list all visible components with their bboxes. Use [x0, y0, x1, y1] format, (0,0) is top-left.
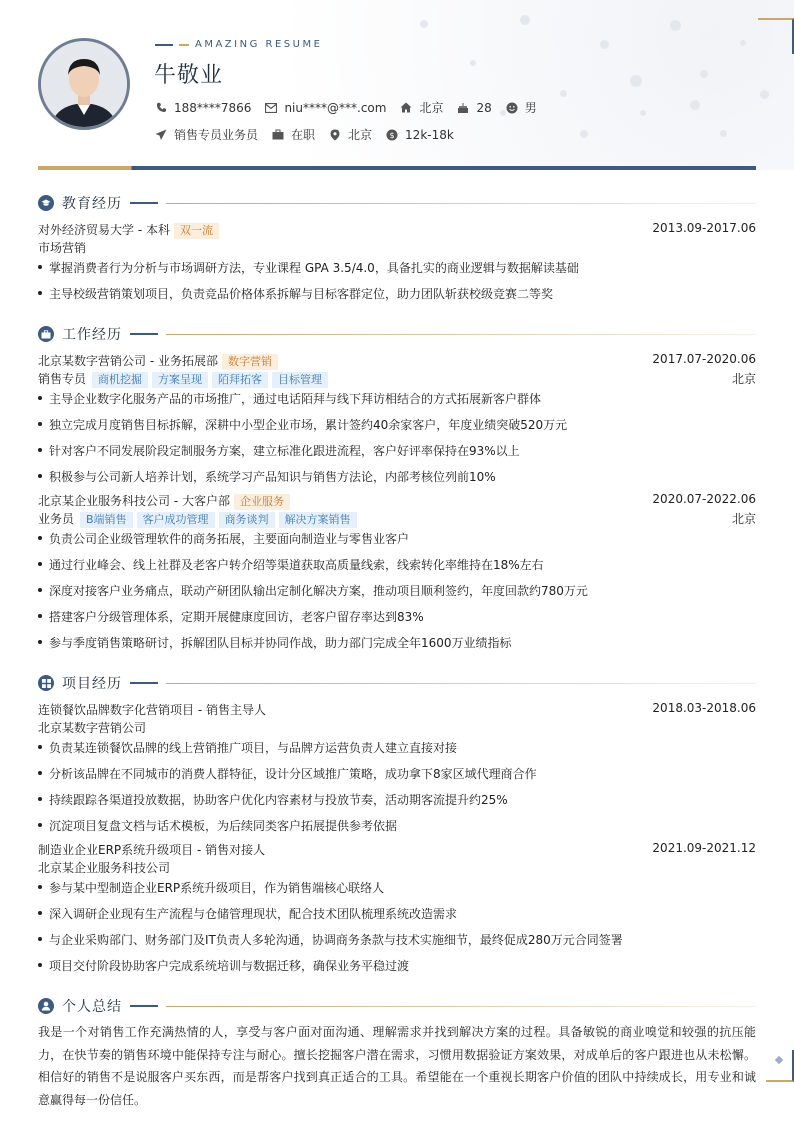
section-title-line — [166, 334, 756, 335]
job-date: 2020.07-2022.06 — [652, 492, 756, 506]
tagline-line — [179, 44, 189, 46]
smile-icon — [506, 102, 518, 114]
corner-decoration — [758, 18, 794, 54]
decor-dot — [640, 110, 646, 116]
job-status: 在职 — [272, 126, 315, 143]
section-projects — [38, 673, 756, 693]
list-item: 主导校级营销策划项目，负责竞品价格体系拆解与目标客群定位，助力团队斩获校级竞赛二等奖 — [38, 285, 756, 302]
job-role-row — [38, 370, 756, 388]
skill-tag: 商机挖掘 — [92, 372, 148, 388]
list-item: 分析该品牌在不同城市的消费人群特征，设计分区域推广策略，成功拿下8家区域代理商合作 — [38, 765, 756, 782]
job-date: 2017.07-2020.06 — [652, 352, 756, 366]
job-entry-header — [38, 352, 756, 370]
decor-dot — [740, 40, 746, 46]
list-item: 独立完成月度销售目标拆解，深耕中小型企业市场，累计签约40余家客户，年度业绩突破520万元 — [38, 416, 756, 433]
section-education — [38, 193, 756, 213]
salary-icon — [386, 129, 398, 141]
project-name: 连锁餐饮品牌数字化营销项目 - 销售主导人 — [38, 703, 266, 717]
list-item: 针对客户不同发展阶段定制服务方案，建立标准化跟进流程，客户好评率保持在93%以上 — [38, 442, 756, 459]
graduation-cap-icon — [38, 195, 54, 211]
skill-tag: 陌拜拓客 — [212, 372, 268, 388]
list-item: 参与某中型制造企业ERP系统升级项目，作为销售端核心联络人 — [38, 879, 756, 896]
section-title-text: 项目经历 — [62, 676, 122, 692]
section-title-bar — [130, 682, 158, 684]
industry-tag: 企业服务 — [234, 494, 290, 510]
header-divider — [38, 166, 756, 170]
contact-gender: 男 — [506, 99, 537, 116]
skill-tag: B端销售 — [80, 512, 133, 528]
tagline-line — [155, 44, 173, 46]
education-date: 2013.09-2017.06 — [652, 221, 756, 235]
skill-tag: 目标管理 — [272, 372, 328, 388]
grid-icon — [38, 675, 54, 691]
list-item: 掌握消费者行为分析与市场调研方法，专业课程 GPA 3.5/4.0，具备扎实的商业逻辑与数据解读基础 — [38, 259, 756, 276]
tagline — [155, 39, 322, 50]
location-pin-icon — [329, 129, 341, 141]
home-icon — [400, 102, 412, 114]
section-title-line — [166, 683, 756, 684]
send-icon — [155, 129, 167, 141]
education-entry-header — [38, 221, 756, 239]
cake-icon — [457, 102, 469, 114]
decor-dot — [580, 130, 588, 138]
list-item: 积极参与公司新人培养计划，系统学习产品知识与销售方法论，内部考核位列前10% — [38, 468, 756, 485]
job-location: 北京 — [731, 372, 756, 386]
job-entry-header — [38, 492, 756, 510]
list-item: 项目交付阶段协助客户完成系统培训与数据迁移，确保业务平稳过渡 — [38, 957, 756, 974]
job-position: 销售专员业务员 — [155, 126, 258, 143]
job-salary: $ 12k-18k — [386, 128, 454, 142]
skill-tag: 解决方案销售 — [279, 512, 357, 528]
decor-dot — [700, 70, 708, 78]
summary-text: 我是一个对销售工作充满热情的人，享受与客户面对面沟通、理解需求并找到解决方案的过程。具备敏锐的商业嗅觉和较强的抗压能力，在快节奏的销售环境中能保持专注与耐心。擅长挖掘客户潜在需求，习惯用数据验证方案效果，对成单后的客户跟进也从未松懈。相信好的销售不是说服客户买东西，而是帮客户找到真正适合的工具。希望能在一个重视长期客户价值的团队中持续成长，用专业和诚意赢得每一份信任。 — [38, 1025, 756, 1107]
list-item: 参与季度销售策略研讨，拆解团队目标并协同作战，助力部门完成全年1600万业绩指标 — [38, 634, 756, 651]
decor-dot — [630, 75, 642, 87]
job-city: 北京 — [329, 126, 372, 143]
list-item: 持续跟踪各渠道投放数据，协助客户优化内容素材与投放节奏，活动期客流提升约25% — [38, 791, 756, 808]
job-role: 业务员 — [38, 512, 75, 526]
decor-dot — [420, 20, 428, 28]
section-work — [38, 324, 756, 344]
job-role-row — [38, 510, 756, 528]
education-major: 市场营销 — [38, 241, 87, 255]
section-title-bar — [130, 202, 158, 204]
mail-icon — [265, 102, 277, 114]
project-date: 2018.03-2018.06 — [652, 701, 756, 715]
school-name: 对外经济贸易大学 - 本科 — [38, 223, 170, 237]
decor-dot — [470, 60, 476, 66]
skill-tag: 客户成功管理 — [137, 512, 215, 528]
school-tag: 双一流 — [174, 223, 219, 239]
list-item: 负责某连锁餐饮品牌的线上营销推广项目，与品牌方运营负责人建立直接对接 — [38, 739, 756, 756]
project-name: 制造业企业ERP系统升级项目 - 销售对接人 — [38, 843, 266, 857]
phone-icon — [155, 102, 167, 114]
job-role: 销售专员 — [38, 372, 87, 386]
skill-tag: 商务谈判 — [219, 512, 275, 528]
list-item: 深度对接客户业务痛点，联动产研团队输出定制化解决方案，推动项目顺利签约，年度回款约780万元 — [38, 582, 756, 599]
decor-dot — [600, 40, 609, 49]
decor-dot — [520, 15, 530, 25]
contact-row — [155, 99, 551, 116]
section-summary — [38, 996, 756, 1016]
project-company: 北京某企业服务科技公司 — [38, 861, 171, 875]
list-item: 深入调研企业现有生产流程与仓储管理现状，配合技术团队梳理系统改造需求 — [38, 905, 756, 922]
section-title-text: 工作经历 — [62, 327, 122, 343]
tagline-text: AMAZING RESUME — [195, 39, 323, 50]
person-photo-icon — [41, 41, 127, 127]
list-item: 通过行业峰会、线上社群及老客户转介绍等渠道获取高质量线索，线索转化率维持在18%左右 — [38, 556, 756, 573]
decor-dot — [560, 90, 567, 97]
company-name: 北京某数字营销公司 - 业务拓展部 — [38, 354, 218, 368]
section-title-text: 教育经历 — [62, 196, 122, 212]
section-title-text: 个人总结 — [62, 999, 122, 1015]
list-item: 主导企业数字化服务产品的市场推广，通过电话陌拜与线下拜访相结合的方式拓展新客户群体 — [38, 390, 756, 407]
list-item: 与企业采购部门、财务部门及IT负责人多轮沟通，协调商务条款与技术实施细节，最终促成280万元合同签署 — [38, 931, 756, 948]
section-title-line — [166, 1006, 756, 1007]
user-icon — [38, 998, 54, 1014]
project-entry-header — [38, 701, 756, 718]
list-item: 沉淀项目复盘文档与话术模板，为后续同类客户拓展提供参考依据 — [38, 817, 756, 834]
project-company: 北京某数字营销公司 — [38, 721, 147, 735]
briefcase-icon — [38, 326, 54, 342]
candidate-name: 牛敬业 — [154, 63, 224, 88]
decor-dot — [690, 100, 700, 110]
list-item: 搭建客户分级管理体系，定期开展健康度回访，老客户留存率达到83% — [38, 608, 756, 625]
contact-email: niu****@***.com — [265, 101, 386, 115]
skill-tag: 方案呈现 — [152, 372, 208, 388]
decor-dot — [760, 90, 769, 99]
svg-text:$: $ — [389, 130, 395, 140]
section-title-bar — [130, 1005, 158, 1007]
decor-dot — [670, 20, 681, 31]
job-intent-row — [155, 126, 468, 143]
job-location: 北京 — [731, 512, 756, 526]
avatar — [38, 38, 130, 130]
contact-age: 28 — [457, 101, 491, 115]
project-entry-header — [38, 841, 756, 858]
briefcase-icon — [272, 129, 284, 141]
company-name: 北京某企业服务科技公司 - 大客户部 — [38, 494, 230, 508]
contact-phone: 188****7866 — [155, 101, 251, 115]
list-item: 负责公司企业级管理软件的商务拓展，主要面向制造业与零售业客户 — [38, 530, 756, 547]
section-title-line — [166, 203, 756, 204]
section-title-bar — [130, 333, 158, 335]
industry-tag: 数字营销 — [222, 354, 278, 370]
corner-decoration — [766, 1050, 794, 1082]
decor-dot — [720, 130, 727, 137]
project-date: 2021.09-2021.12 — [652, 841, 756, 855]
contact-home: 北京 — [400, 99, 443, 116]
